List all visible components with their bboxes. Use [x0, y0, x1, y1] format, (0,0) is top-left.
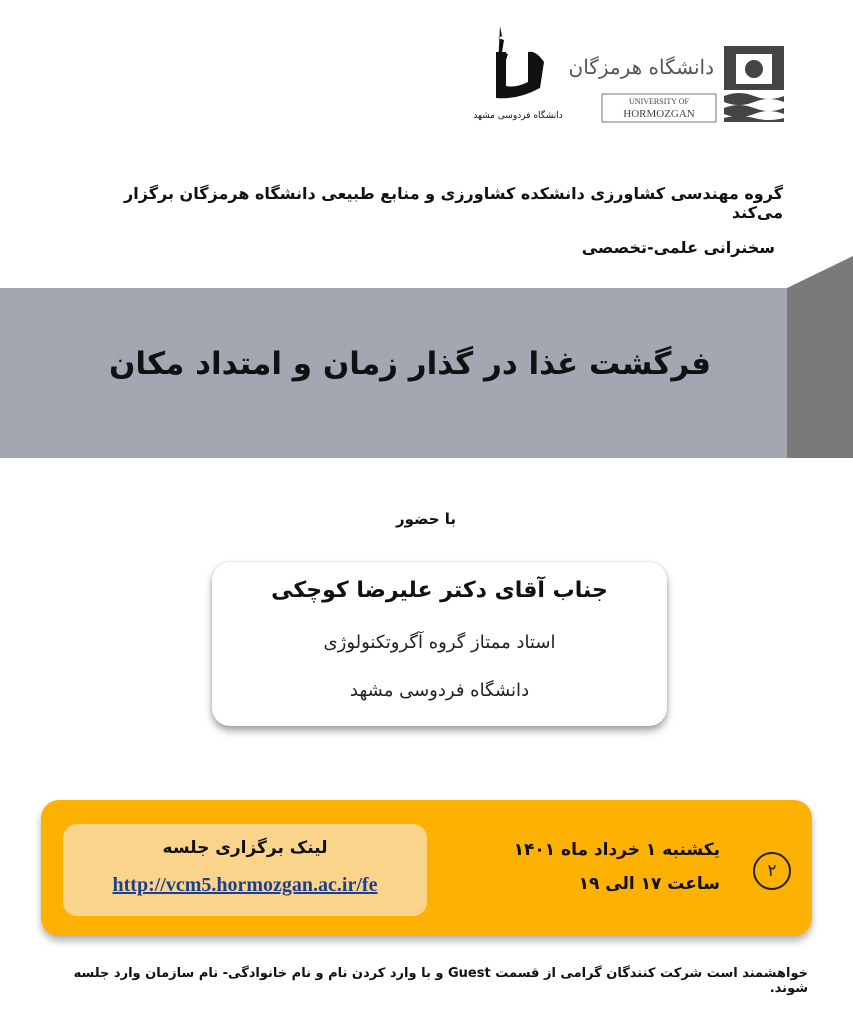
hormozgan-name-en-2: HORMOZGAN — [623, 108, 695, 120]
number-badge: ۲ — [753, 852, 791, 890]
hormozgan-wordmark-icon — [568, 40, 720, 124]
hormozgan-emblem-icon — [722, 44, 786, 124]
with-label: با حضور — [395, 510, 457, 528]
session-date: یکشنبه ۱ خرداد ماه ۱۴۰۱ — [513, 840, 720, 860]
ferdowsi-logo-caption: دانشگاه فردوسی مشهد — [473, 111, 563, 121]
speaker-university: دانشگاه فردوسی مشهد — [349, 680, 530, 701]
session-info-panel — [41, 800, 812, 936]
title-band-side-shade — [787, 256, 853, 458]
footer-instructions: خواهشمند است شرکت کنندگان گرامی از قسمت Guest و با وارد کردن نام و نام خانوادگی- نام سازمان وارد جلسه شوند. — [73, 966, 808, 996]
session-link-url[interactable]: http://vcm5.hormozgan.ac.ir/fe — [112, 874, 378, 896]
organizer-line: گروه مهندسی کشاورزی دانشکده کشاورزی و منابع طبیعی دانشگاه هرمزگان برگزار می‌کند — [124, 184, 783, 222]
talk-title: فرگشت غذا در گذار زمان و امتداد مکان — [108, 346, 712, 382]
speaker-card — [212, 562, 667, 726]
hormozgan-name-en-1: UNIVERSITY OF — [629, 97, 689, 106]
hormozgan-logo-wordmark — [568, 40, 720, 124]
speaker-position: استاد ممتاز گروه آگروتکنولوژی — [323, 632, 556, 653]
talk-type-label: سخنرانی علمی-تخصصی — [581, 238, 775, 257]
ferdowsi-university-logo-icon — [473, 22, 563, 126]
session-link-box — [63, 824, 427, 916]
speaker-name: جناب آقای دکتر علیرضا کوچکی — [271, 578, 608, 603]
session-time: ساعت ۱۷ الی ۱۹ — [578, 874, 720, 894]
session-link-label: لینک برگزاری جلسه — [162, 838, 328, 858]
hormozgan-name-fa: دانشگاه هرمزگان — [568, 55, 714, 79]
